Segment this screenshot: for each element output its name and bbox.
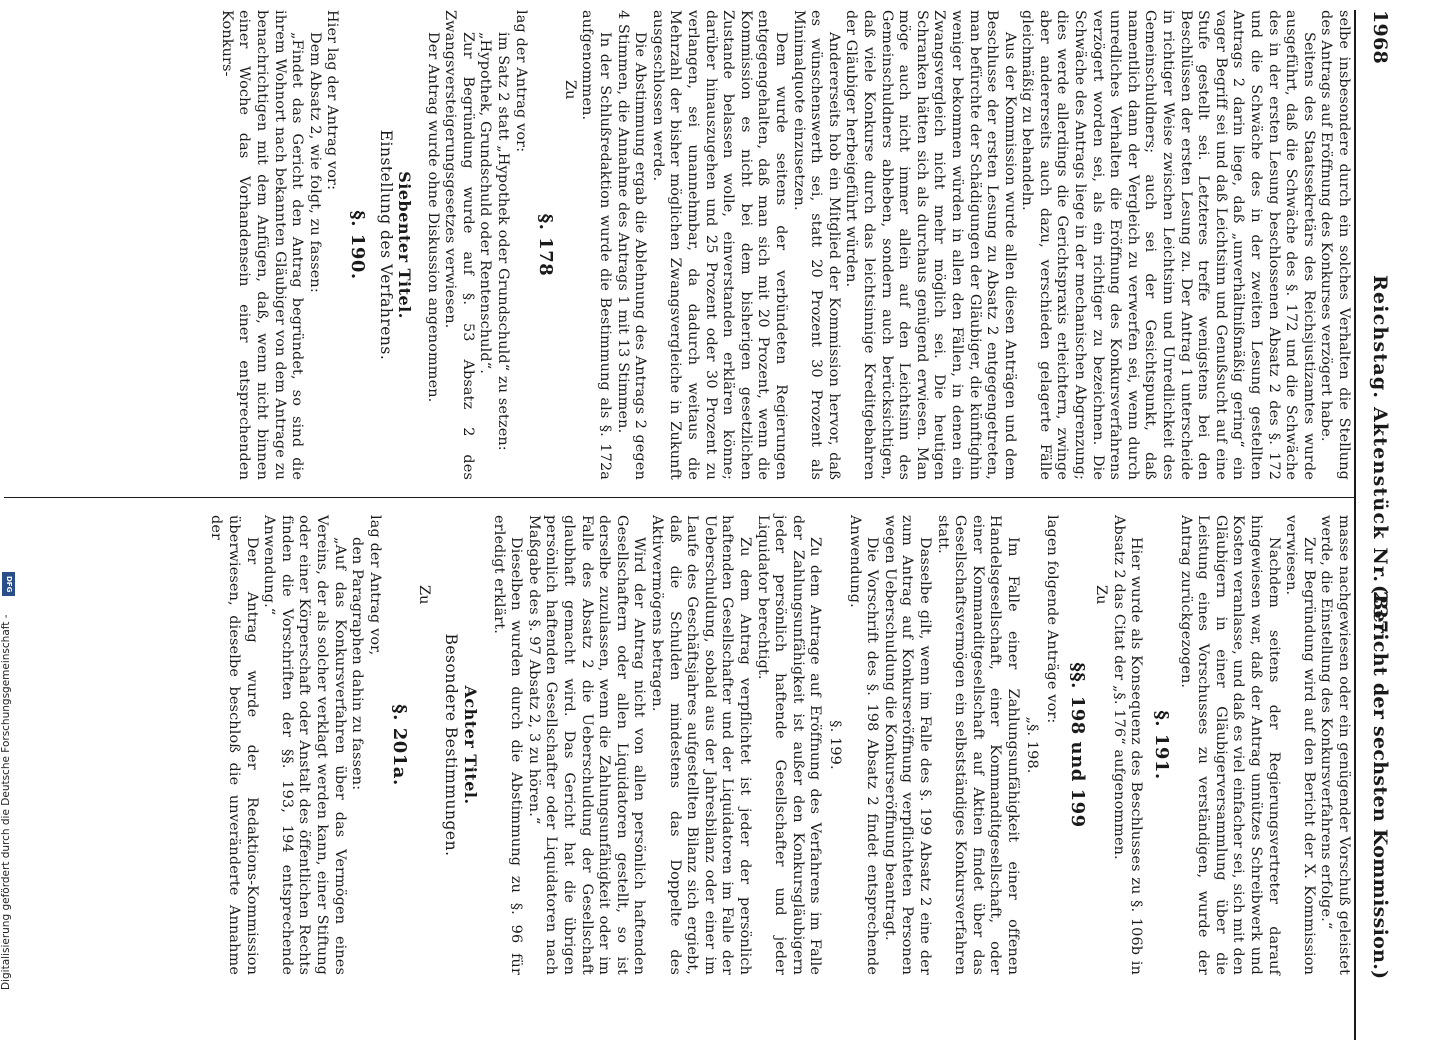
section-heading: §. 178 [535, 213, 557, 277]
paragraph: Aus der Kommission wurde allen diesen Anträgen und dem Beschlusse der ersten Lesung zu Absatz 2 entgegengetreten, man befürchte der Schädigungen der Gläubiger, die künftighin weniger bekommen würden in allen den Fällen, in denen ein Zwangsvergleich nicht mehr möglich sei. Die heutigen Schranken hätten sich als durchaus genügend erwiesen. Man möge auch nicht immer allein auf den Leichtsinn des Gemeinschuldners abheben, sondern auch berücksichtigen, daß viele Konkurse durch das leichtsinnige Kreditgebahren der Gläubiger herbeigeführt würden. [843, 10, 1018, 480]
paragraph: Andererseits hob ein Mitglied der Kommission hervor, daß es wünschenswerth sei, statt 20 Prozent 30 Prozent als Minimalquote einzusetzen. [790, 10, 842, 480]
paragraph: Die Vorschrift des §. 198 Absatz 2 findet entsprechende Anwendung. [846, 515, 881, 975]
paragraph: „Hypothek, Grundschuld oder Rentenschuld“. [477, 32, 494, 374]
zu-label: Zu [561, 80, 578, 100]
paragraph: Hier lag der Antrag vor: [324, 10, 341, 191]
paragraph: Wird der Antrag nicht von allen persönlich haftenden Gesellschaftern oder allen Liquidatoren gestellt, so ist derselbe zuzulassen, wenn die Zahlungsunfähigkeit oder im Falle des Absatz 2 die Ueberschuldung der Gesellschaft glaubhaft gemacht wird. Das Gericht hat die übrigen persönlich haftenden Gesellschafter oder Liquidatoren nach Maßgabe des §. 97 Absatz 2, 3 zu hören.“ [525, 515, 648, 975]
right-column [207, 515, 1352, 975]
paragraph: Im Falle einer Zahlungsunfähigkeit einer offenen Handelsgesellschaft, einer Kommanditgesellschaft, oder einer Kommanditgesellschaft auf Aktien findet über das Gesellschaftsvermögen ein selbstständiges Konkursverfahren statt. [934, 515, 1021, 975]
paragraph: lagen folgende Anträge vor: [1044, 515, 1061, 724]
paragraph: Zu dem Antrag verpflichtet ist jeder der persönlich haftenden Gesellschafter und der Liquidatoren im Falle der Ueberschuldung, sobald aus der Jahresbilanz oder einer im Laufe des Geschäftsjahres aufgestellten Bilanz sich ergiebt, daß die Schulden mindestens das Doppelte des Aktivvermögens betragen. [649, 515, 753, 975]
column-divider [4, 497, 1354, 498]
paragraph: Dem Absatz 2, wie folgt, zu fassen: [306, 32, 323, 293]
paragraph: Hier wurde als Konsequenz des Beschlusses zu §. 106b in Absatz 2 das Citat der „§. 176“ aufgenommen. [1110, 515, 1145, 975]
paragraph: Die Abstimmung ergab die Ablehnung des Antrags 2 gegen 4 Stimmen, die Annahme des Antrags 1 mit 13 Stimmen. [614, 10, 649, 480]
quoted-section-label: §. 199. [826, 720, 843, 770]
paragraph: „Findet das Gericht den Antrag begründet, so sind die ihrem Wohnort nach bekannten Gläubiger von dem Antrage zu benachrichtigen mit dem Anfügen, daß, wenn nicht binnen einer Woche das Vorhandensein einer entsprechenden Konkurs- [218, 10, 306, 480]
header-title: Reichstag. Aktenstück Nr. 237. [1369, 275, 1391, 643]
paragraph: Dem wurde seitens der verbündeten Regierungen entgegengehalten, daß man sich mit 20 Prozent, wenn die Kommission es nicht bei dem bisherigen gesetzlichen Zustande belassen wolle, einverstanden erklären könne; darüber hinauszugehen und 25 Prozent oder 30 Prozent zu verlangen, sei unannehmbar, da dadurch weitaus die Mehrzahl der bisher möglichen Zwangsvergleiche in Zukunft ausgeschlossen werde. [649, 10, 789, 480]
paragraph: Dieselben wurden durch die Abstimmung zu §. 96 für erledigt erklärt. [490, 515, 525, 975]
paragraph: im Satz 2 statt „Hypothek oder Grundschuld“ zu setzen: [495, 32, 512, 451]
title-heading: Achter Titel. [461, 685, 481, 805]
paragraph: Der Antrag wurde ohne Diskussion angenommen. [424, 32, 441, 403]
running-header [1358, 10, 1391, 1030]
credit-text: Digitalisierung gefördert durch die Deutsche Forschungsgemeinschaft - [0, 614, 12, 990]
digitization-credit [0, 575, 16, 990]
header-report-label: (Bericht der sechsten Kommission.) [1369, 585, 1391, 980]
zu-label: Zu [1093, 585, 1110, 605]
paragraph: Der Antrag wurde der Redaktions-Kommission überwiesen, dieselbe beschloß die unveränderte Annahme der [208, 515, 260, 975]
paragraph: den Paragraphen dahin zu fassen: [349, 537, 366, 791]
paragraph: In der Schlußredaktion wurde die Bestimmung als §. 172a aufgenommen. [579, 10, 614, 480]
section-heading: §. 190. [346, 210, 368, 280]
section-heading: §§. 198 und 199 [1066, 662, 1088, 828]
section-heading: §. 191. [1151, 710, 1173, 780]
paragraph: masse nachgewiesen oder ein genügender Vorschuß geleistet werde, die Einstellung des Konkursverfahrens erfolge.“ [1318, 515, 1352, 975]
paragraph: Seitens des Staatssekretärs des Reichsjustizamtes wurde ausgeführt, daß die Schwäche des §. 172 und die Schwäche des in der ersten Lesung beschlossenen Absatz 2 des §. 172 und die Schwäche des in der zweiten Lesung gestellten Antrags 2 darin liege, daß „unverhältnißmäßig gering“ ein vager Begriff sei und daß Leichtsinn und Genußsucht auf eine Stufe gestellt sei. Letzteres treffe wenigstens bei den Beschlüssen der ersten Lesung zu. Der Antrag 1 unterscheide in richtiger Weise zwischen Leichtsinn und Unredlichkeit des Gemeinschuldners; auch sei der Gesichtspunkt, daß namentlich dann der Vergleich zu verwerfen sei, wenn durch unredliches Verhalten die Eröffnung des Konkursverfahrens verzögert worden sei, als ein richtiger zu bezeichnen. Die Schwäche des Antrags liege in der mechanischen Abgrenzung; dies werde allerdings die Gerichtspraxis erleichtern, zwinge aber andererseits auch dazu, verschieden gelagerte Fälle gleichmäßig zu behandeln. [1019, 10, 1317, 480]
paragraph: Zur Begründung wurde auf §. 53 Absatz 2 des Zwangsversteigerungsgesetzes verwiesen. [442, 10, 476, 480]
quoted-section-label: „§. 198. [1024, 716, 1041, 774]
section-heading: §. 201a. [389, 704, 411, 786]
paragraph: Nachdem seitens der Regierungsvertreter darauf hingewiesen war, daß der Antrag unnützes Schreibwerk und Kosten veranlasse, und daß es viel einfacher sei, sich mit den Gläubigern in einer Gläubigerversammlung über die Leistung eines Vorschusses zu verständigen, wurde der Antrag zurückgezogen. [1177, 515, 1282, 975]
zu-label: Zu [415, 585, 432, 605]
header-rule [1354, 10, 1356, 1040]
title-subheading: Besondere Bestimmungen. [442, 633, 461, 857]
paragraph: „Auf das Konkursverfahren über das Vermögen eines Vereins, der als solcher verklagt werden kann, einer Stiftung oder einer Körperschaft oder Anstalt des öffentlichen Rechts finden die Vorschriften der §§. 193, 194 entsprechende Anwendung.“ [261, 515, 348, 975]
paragraph: Zur Begründung wird auf den Bericht der X. Kommission verwiesen. [1283, 515, 1317, 975]
paragraph: Zu dem Antrage auf Eröffnung des Verfahrens im Falle der Zahlungsunfähigkeit ist außer den Konkursgläubigern jeder persönlich haftende Gesellschafter und jeder Liquidator berechtigt. [754, 515, 824, 975]
title-heading: Siebenter Titel. [395, 171, 415, 319]
dfg-logo-icon: DFG [2, 572, 15, 596]
paragraph: lag der Antrag vor: [512, 10, 529, 153]
title-subheading: Einstellung des Verfahrens. [376, 129, 395, 361]
paragraph: Dasselbe gilt, wenn im Falle des §. 199 Absatz 2 eine der zum Antrag auf Konkurseröffnung verpflichteten Personen wegen Ueberschuldung die Konkurseröffnung beantragt. [881, 515, 933, 975]
left-column [217, 10, 1352, 480]
page-number: 1968 [1369, 10, 1391, 65]
paragraph: selbe insbesondere durch ein solches Verhalten die Stellung des Antrags auf Eröffnung des Konkurses verzögert habe. [1318, 10, 1352, 480]
paragraph: lag der Antrag vor, [366, 515, 383, 656]
